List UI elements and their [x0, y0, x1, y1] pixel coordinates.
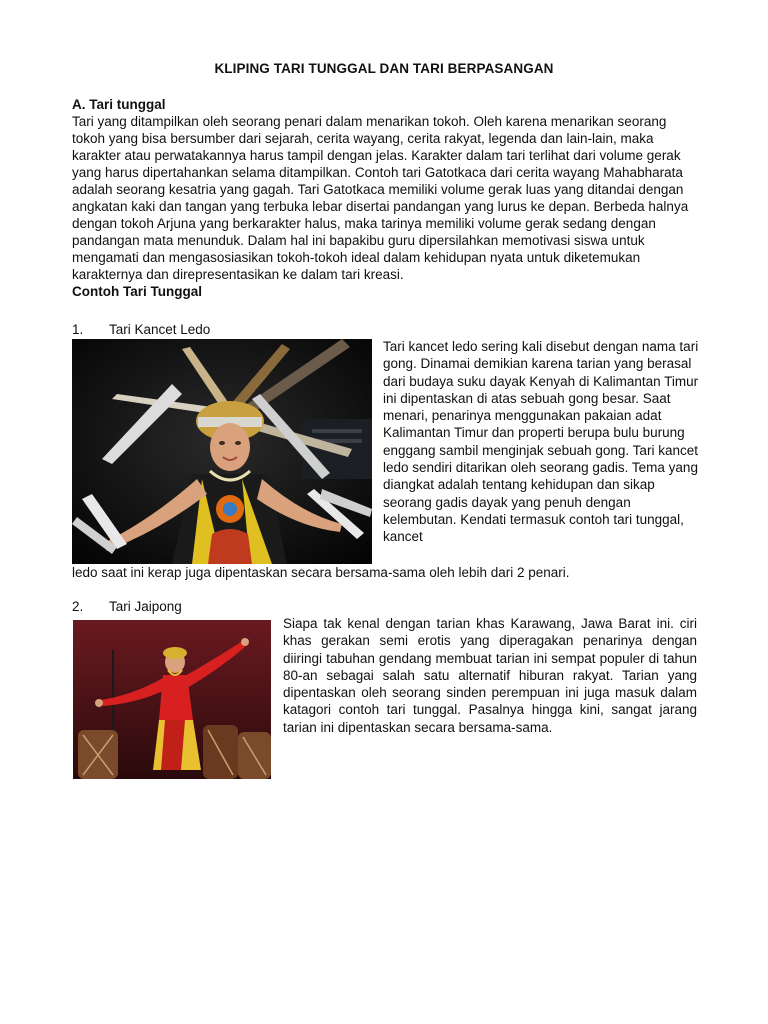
section-tari-tunggal — [72, 96, 697, 300]
section-heading: A. Tari tunggal — [72, 97, 166, 112]
item-number: 2. — [72, 599, 84, 614]
jaipong-dancer-illustration — [73, 620, 271, 779]
item-title-jaipong — [72, 598, 182, 615]
item-number: 1. — [72, 322, 84, 337]
item-name: Tari Jaipong — [109, 599, 182, 614]
section-paragraph: Tari yang ditampilkan oleh seorang penari dalam menarikan tokoh. Oleh karena menarikan seorang tokoh yang bisa bersumber dari sejarah, cerita wayang, cerita rakyat, legenda dan lain-lain, maka karakter atau perwatakannya harus tampil dengan jelas. Karakter dalam tari terlihat dari volume gerak yang harus dipertahankan selama ditampilkan. Contoh tari Gatotkaca dari cerita wayang Mahabharata adalah seorang kesatria yang gagah. Tari Gatotkaca memiliki volume gerak luas yang ditandai dengan angkatan kaki dan tangan yang terbuka lebar disertai pandangan yang lurus ke depan. Berbeda halnya dengan tokoh Arjuna yang berkarakter halus, maka tarinya memiliki volume gerak sedang dengan pandangan mata menunduk. Dalam hal ini bapakibu guru dipersilahkan memotivasi siswa untuk mengamati dan mengasosiasikan tokoh-tokoh ideal dalam kehidupan nyata untuk diketemukan karakternya dan direpresentasikan ke dalam tari kreasi. — [72, 114, 689, 283]
photo-kancet-ledo-dancer — [72, 339, 372, 564]
item-title-kancet-ledo — [72, 321, 210, 338]
document-title: KLIPING TARI TUNGGAL DAN TARI BERPASANGAN — [214, 61, 554, 76]
item-description-jaipong: Siapa tak kenal dengan tarian khas Karawang, Jawa Barat ini. ciri khas gerakan semi erotis yang diperagakan penarinya dengan diiringi tabuhan gendang membuat tarian ini sempat populer di tahun 80-an sebagai salah satu alternatif hiburan rakyat. Tarian yang dipentaskan oleh seorang sinden perempuan ini juga masuk dalam katagori contoh tari tunggal. Pasalnya hingga kini, sangat jarang tarian ini dipentaskan secara bersama-sama. — [283, 616, 697, 735]
photo-jaipong-dancer — [73, 620, 271, 779]
examples-heading: Contoh Tari Tunggal — [72, 284, 202, 300]
item-description-kancet-ledo: Tari kancet ledo sering kali disebut dengan nama tari gong. Dinamai demikian karena tarian yang berasal dari budaya suku dayak Kenyah di Kalimantan Timur ini dipentaskan di atas sebuah gong besar. Saat menari, penarinya menggunakan pakaian adat Kalimantan Timur dan properti berupa bulu burung enggang sambil menginjak sebuah gong. Tari kancet ledo sendiri ditarikan oleh seorang gadis. Tema yang diangkat adalah tentang kehidupan dan sikap seorang gadis dayak yang penuh dengan kelembutan. Kendati termasuk contoh tari tunggal, kancet — [383, 339, 699, 545]
dayak-dancer-illustration — [72, 339, 372, 564]
item-name: Tari Kancet Ledo — [109, 322, 211, 337]
item-description-tail-kancet-ledo: ledo saat ini kerap juga dipentaskan secara bersama-sama oleh lebih dari 2 penari. — [72, 565, 570, 580]
